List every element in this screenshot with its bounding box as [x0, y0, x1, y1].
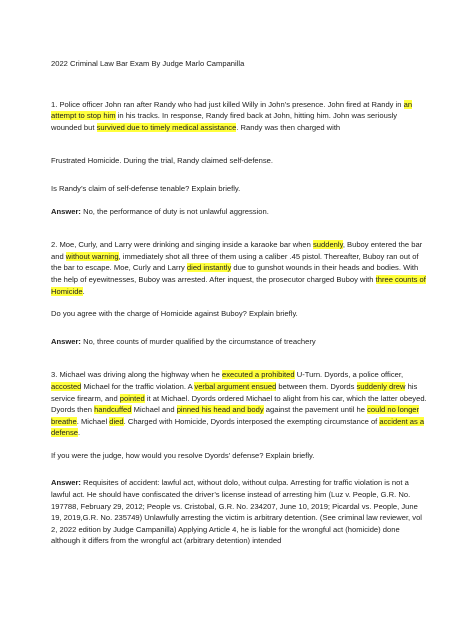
text-run: . Charged with Homicide, Dyords interposed the exempting circumstance of — [123, 416, 380, 426]
highlight: handcuffed — [94, 405, 132, 415]
highlight: suddenly drew — [356, 381, 406, 391]
q1-answer — [51, 206, 430, 218]
text-run: , immediately shot all three of them using a caliber .45 pistol. Thereafter, Buboy ran out of the bar to escape. Moe, Curly and Larry — [51, 251, 419, 273]
highlight: verbal argument ensued — [194, 381, 277, 391]
text-run: . — [82, 286, 85, 296]
q1-paragraph — [51, 99, 430, 134]
text-run: U-Turn. Dyords, a police officer, — [294, 370, 404, 380]
text-run: . Michael — [76, 416, 110, 426]
answer-label: Answer: — [51, 206, 81, 216]
text-run: in his tracks. In response, Randy fired back at John, hitting him. John was seriously wounded but — [51, 111, 398, 132]
highlight: pinned his head and body — [176, 405, 264, 415]
q1-question: Is Randy’s claim of self-defense tenable? Explain briefly. — [51, 183, 241, 193]
highlight: pointed — [119, 393, 145, 403]
text-run: it at Michael. Dyords ordered Michael to alight from his car, which the latter obeyed. Dyords then — [51, 393, 427, 415]
q2-paragraph — [51, 239, 430, 297]
answer-text: No, three counts of murder qualified by the circumstance of treachery — [80, 336, 316, 346]
highlight: without warning — [65, 251, 119, 261]
q3-paragraph — [51, 369, 430, 439]
highlight: executed a prohibited — [221, 370, 295, 380]
highlight: survived due to timely medical assistance — [96, 122, 237, 132]
document-title: 2022 Criminal Law Bar Exam By Judge Marlo Campanilla — [51, 59, 245, 68]
text-run: between them. Dyords — [276, 381, 357, 391]
text-run: due to gunshot wounds in their heads and bodies. With the help of eyewitnesses, Buboy was arrested. After inquest, the prosecutor charged Buboy with — [51, 263, 419, 284]
highlight: suddenly — [312, 240, 343, 250]
answer-label: Answer: — [51, 478, 81, 488]
text-run: Michael and — [131, 405, 177, 415]
text-run: Michael for the traffic violation. A — [81, 381, 195, 391]
q2-question: Do you agree with the charge of Homicide against Buboy? Explain briefly. — [51, 309, 298, 319]
answer-text: Requisites of accident: lawful act, without dolo, without culpa. Arresting for traffic violation is not a lawful act. He should have confiscated the driver’s license instead of arresting him (Luz v. People, G.R. No. 197788, February 29, 2012; People vs. Cristobal, G.R. No. 234207, June 10, 2019; Picardal vs. People, June 19, 2019,G.R. No. 235749) Unlawfully arresting the victim is arbitrary detention. (See criminal law reviewer, vol 2, 2022 edition by Judge Campanilla) Applying Article 4, he is liable for the wrongful act (homicide) done although it differs from the wrongful act (arbitrary detention) intended — [51, 478, 422, 546]
highlight: three counts of Homicide — [51, 274, 426, 296]
highlight: accosted — [51, 381, 82, 391]
text-run: 2. Moe, Curly, and Larry were drinking and singing inside a karaoke bar when — [51, 240, 313, 250]
q1-paragraph-continued: Frustrated Homicide. During the trial, Randy claimed self-defense. — [51, 156, 274, 166]
q3-question: If you were the judge, how would you resolve Dyords’ defense? Explain briefly. — [51, 450, 315, 460]
highlight: died — [109, 416, 124, 426]
answer-label: Answer: — [51, 336, 81, 346]
q3-answer — [51, 477, 430, 547]
text-run: 3. Michael was driving along the highway when he — [51, 370, 222, 380]
text-run: his service firearm, and — [51, 381, 418, 403]
highlight: could no longer breathe — [51, 405, 420, 426]
text-run: . — [78, 428, 81, 438]
q2-answer — [51, 336, 430, 348]
highlight: accident as a defense — [51, 416, 425, 438]
text-run: against the pavement until he — [263, 405, 368, 415]
answer-text: No, the performance of duty is not unlawful aggression. — [80, 206, 269, 216]
text-run: , Buboy entered the bar and — [51, 240, 423, 261]
highlight: died instantly — [186, 263, 232, 273]
text-run: . Randy was then charged with — [236, 122, 341, 132]
text-run: 1. Police officer John ran after Randy who had just killed Willy in John’s presence. John fired at Randy in — [51, 99, 404, 109]
highlight: an attempt to stop him — [51, 99, 413, 121]
